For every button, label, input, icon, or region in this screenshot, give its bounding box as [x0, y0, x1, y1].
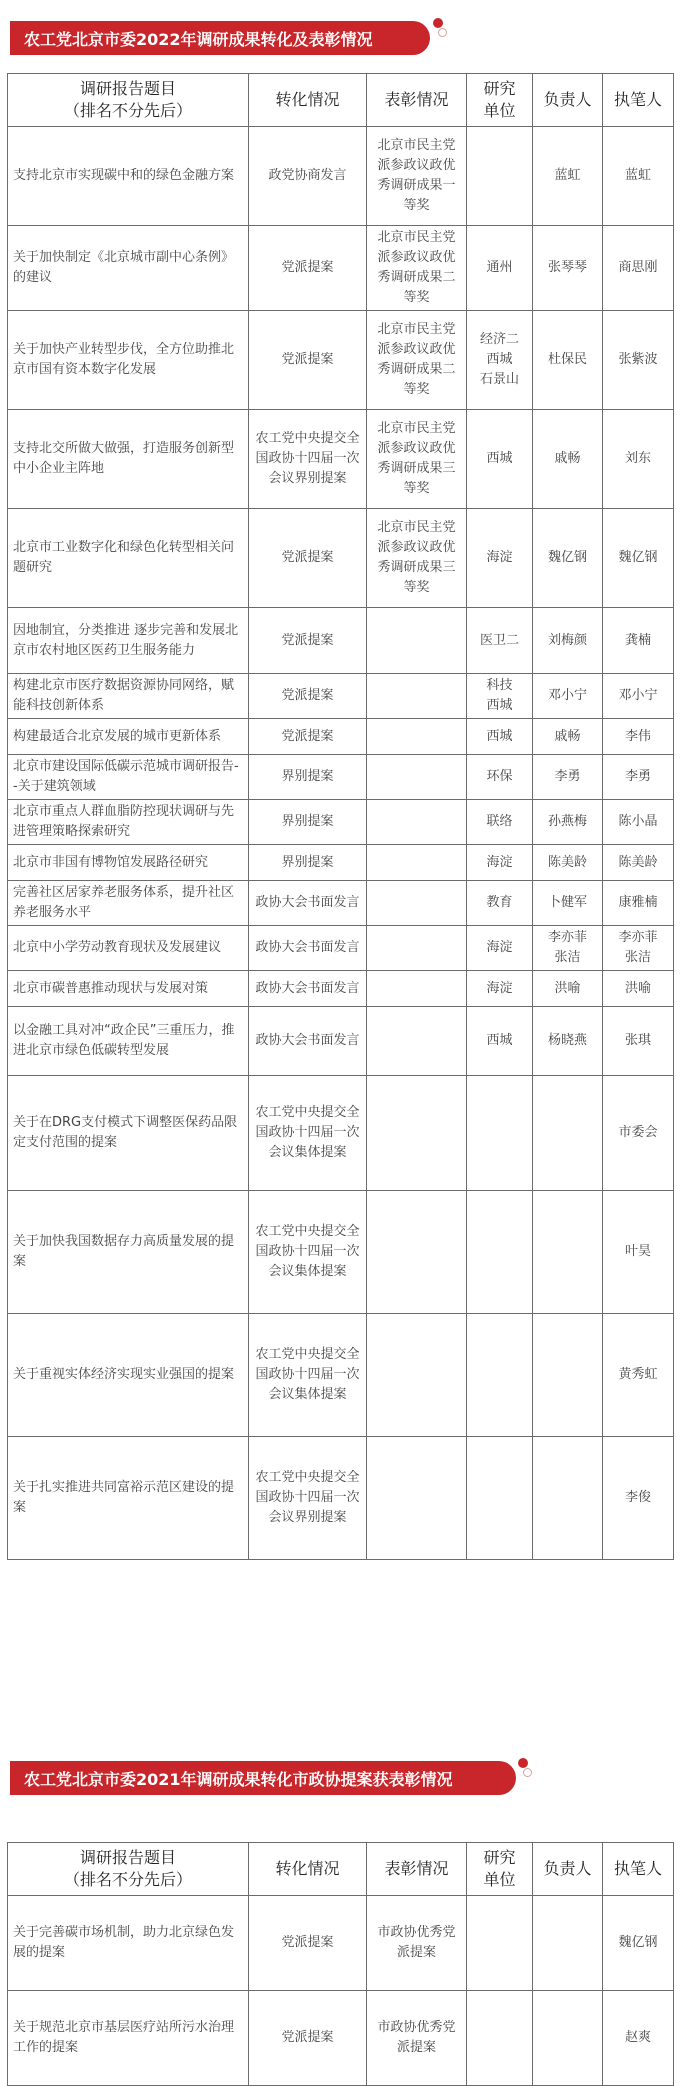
cell-text: 农工党中央提交全国政协十四届一次会议集体提案	[255, 1347, 360, 1402]
table-row	[8, 410, 674, 509]
cell-text: 魏亿钢	[618, 550, 658, 565]
report-title-cell	[8, 845, 249, 881]
table-row	[8, 509, 674, 608]
cell-text: 通州	[486, 260, 513, 275]
table-row	[8, 845, 674, 881]
cell-text: 蓝虹	[624, 168, 651, 183]
unit-cell	[467, 509, 533, 608]
column-header	[467, 74, 533, 127]
award-cell	[367, 226, 467, 311]
cell-text: 魏亿钢	[547, 550, 587, 565]
writer-cell	[603, 1314, 674, 1437]
leader-cell	[533, 1991, 603, 2086]
report-title-cell	[8, 800, 249, 845]
cell-text: 市委会	[618, 1125, 658, 1140]
cell-text: 关于加快产业转型步伐，全方位助推北京市国有资本数字化发展	[13, 342, 235, 377]
table-header-row	[8, 1843, 674, 1896]
report-title-cell	[8, 608, 249, 674]
conversion-cell	[249, 1007, 367, 1076]
table-row	[8, 971, 674, 1007]
cell-text: 界别提案	[281, 854, 334, 870]
column-header	[8, 1843, 249, 1896]
cell-text: 党派提案	[281, 352, 334, 367]
unit-cell	[467, 1007, 533, 1076]
section1-banner	[10, 18, 442, 58]
cell-text: 西城	[486, 352, 513, 367]
report-title-cell	[8, 1991, 249, 2086]
cell-text: 联络	[486, 814, 513, 829]
award-cell	[367, 608, 467, 674]
leader-cell	[533, 410, 603, 509]
section1-title-bar	[10, 21, 430, 55]
cell-text: 政协大会书面发言	[255, 1033, 360, 1048]
cell-text: 支持北京市实现碳中和的绿色金融方案	[13, 168, 235, 183]
cell-text: 北京市民主党派参政议政优秀调研成果三等奖	[377, 520, 456, 595]
leader-cell	[533, 1007, 603, 1076]
banner-dot	[518, 1758, 528, 1768]
award-cell	[367, 926, 467, 971]
cell-text: 陈美龄	[547, 854, 587, 870]
cell-text: 商思刚	[618, 260, 658, 275]
conversion-cell	[249, 755, 367, 800]
conversion-cell	[249, 410, 367, 509]
cell-text: 黄秀虹	[618, 1367, 658, 1382]
cell-text: 政党协商发言	[268, 168, 347, 183]
cell-text: 党派提案	[281, 550, 334, 565]
unit-cell	[467, 410, 533, 509]
cell-text: 党派提案	[281, 632, 334, 648]
cell-text: 市政协优秀党派提案	[377, 1925, 456, 1960]
cell-text: 市政协优秀党派提案	[377, 2020, 456, 2055]
conversion-cell	[249, 674, 367, 719]
table-row	[8, 608, 674, 674]
cell-text: 洪喻	[624, 980, 651, 996]
cell-text: 农工党中央提交全国政协十四届一次会议界别提案	[255, 431, 360, 486]
report-title-cell	[8, 1896, 249, 1991]
cell-text: 邓小宁	[547, 688, 587, 703]
writer-cell	[603, 1007, 674, 1076]
cell-text: 政协大会书面发言	[255, 940, 360, 955]
column-header	[367, 1843, 467, 1896]
writer-cell	[603, 509, 674, 608]
cell-text: 完善社区居家养老服务体系，提升社区养老服务水平	[13, 885, 235, 920]
writer-cell	[603, 226, 674, 311]
cell-text: 负责人	[543, 90, 592, 109]
cell-text: 关于加快制定《北京城市副中心条例》的建议	[13, 250, 235, 285]
section2-table	[7, 1842, 674, 2086]
cell-text: 李勇	[554, 769, 581, 784]
cell-text: 海淀	[486, 550, 513, 565]
conversion-cell	[249, 845, 367, 881]
cell-text: 执笔人	[613, 1859, 662, 1878]
table-row	[8, 800, 674, 845]
report-title-cell	[8, 1314, 249, 1437]
cell-text: 农工党中央提交全国政协十四届一次会议集体提案	[255, 1224, 360, 1279]
unit-cell	[467, 608, 533, 674]
leader-cell	[533, 719, 603, 755]
unit-cell	[467, 1314, 533, 1437]
report-title-cell	[8, 926, 249, 971]
cell-text: （排名不分先后）	[63, 1870, 192, 1889]
cell-text: 支持北交所做大做强，打造服务创新型中小企业主阵地	[13, 441, 235, 476]
award-cell	[367, 674, 467, 719]
section2-banner	[10, 1758, 530, 1798]
writer-cell	[603, 755, 674, 800]
conversion-cell	[249, 926, 367, 971]
writer-cell	[603, 800, 674, 845]
banner-dot	[433, 18, 443, 28]
conversion-cell	[249, 1896, 367, 1991]
cell-text: 李亦菲	[547, 930, 587, 945]
cell-text: 单位	[483, 1870, 516, 1889]
leader-cell	[533, 971, 603, 1007]
award-cell	[367, 1896, 467, 1991]
cell-text: 戚畅	[554, 728, 581, 744]
cell-text: 关于扎实推进共同富裕示范区建设的提案	[13, 1480, 235, 1515]
cell-text: 北京市工业数字化和绿色化转型相关问题研究	[13, 540, 235, 575]
report-title-cell	[8, 755, 249, 800]
award-cell	[367, 845, 467, 881]
cell-text: 研究	[483, 1848, 516, 1867]
table-row	[8, 881, 674, 926]
conversion-cell	[249, 311, 367, 410]
cell-text: 环保	[486, 769, 513, 784]
leader-cell	[533, 674, 603, 719]
cell-text: 关于加快我国数据存力高质量发展的提案	[13, 1234, 235, 1269]
award-cell	[367, 1007, 467, 1076]
cell-text: 表彰情况	[384, 1859, 449, 1878]
column-header	[603, 1843, 674, 1896]
cell-text: 西城	[486, 1033, 513, 1048]
unit-cell	[467, 881, 533, 926]
cell-text: 教育	[486, 895, 513, 910]
award-cell	[367, 127, 467, 226]
cell-text: 李俊	[624, 1490, 651, 1505]
cell-text: 海淀	[486, 854, 513, 870]
section1-table	[7, 73, 674, 1560]
cell-text: 界别提案	[281, 814, 334, 829]
cell-text: 西城	[486, 451, 513, 466]
leader-cell	[533, 1191, 603, 1314]
leader-cell	[533, 1437, 603, 1560]
cell-text: 党派提案	[281, 2030, 334, 2045]
award-cell	[367, 800, 467, 845]
report-title-cell	[8, 674, 249, 719]
unit-cell	[467, 1437, 533, 1560]
table-row	[8, 674, 674, 719]
conversion-cell	[249, 1191, 367, 1314]
report-title-cell	[8, 311, 249, 410]
cell-text: 调研报告题目	[79, 1848, 176, 1867]
leader-cell	[533, 127, 603, 226]
cell-text: 关于规范北京市基层医疗站所污水治理工作的提案	[13, 2020, 235, 2055]
table-row	[8, 226, 674, 311]
report-title-cell	[8, 1437, 249, 1560]
cell-text: 关于在DRG支付模式下调整医保药品限定支付范围的提案	[13, 1115, 238, 1150]
cell-text: 北京市民主党派参政议政优秀调研成果一等奖	[377, 138, 456, 213]
cell-text: 单位	[483, 101, 516, 120]
cell-text: 刘梅颜	[547, 632, 587, 648]
award-cell	[367, 1314, 467, 1437]
table-row	[8, 719, 674, 755]
cell-text: 杜保民	[547, 352, 587, 367]
writer-cell	[603, 1896, 674, 1991]
column-header	[8, 74, 249, 127]
award-cell	[367, 971, 467, 1007]
cell-text: 北京市民主党派参政议政优秀调研成果二等奖	[377, 230, 456, 305]
unit-cell	[467, 127, 533, 226]
unit-cell	[467, 971, 533, 1007]
writer-cell	[603, 608, 674, 674]
cell-text: 界别提案	[281, 769, 334, 784]
cell-text: 经济二	[479, 332, 519, 347]
column-header	[467, 1843, 533, 1896]
cell-text: 党派提案	[281, 260, 334, 275]
cell-text: 党派提案	[281, 688, 334, 703]
award-cell	[367, 881, 467, 926]
cell-text: 赵爽	[624, 2030, 651, 2045]
cell-text: 孙燕梅	[547, 814, 587, 829]
table-row	[8, 1991, 674, 2086]
conversion-cell	[249, 971, 367, 1007]
cell-text: 北京市碳普惠推动现状与发展对策	[13, 980, 209, 996]
award-cell	[367, 410, 467, 509]
table-row	[8, 1076, 674, 1191]
cell-text: 北京市重点人群血脂防控现状调研与先进管理策略探索研究	[13, 804, 235, 839]
section2-title-bar	[10, 1761, 516, 1795]
section2-title: 农工党北京市委2021年调研成果转化市政协提案获表彰情况	[24, 1769, 453, 1789]
column-header	[249, 74, 367, 127]
conversion-cell	[249, 1076, 367, 1191]
writer-cell	[603, 926, 674, 971]
cell-text: 陈小晶	[618, 814, 658, 829]
unit-cell	[467, 1991, 533, 2086]
writer-cell	[603, 674, 674, 719]
writer-cell	[603, 719, 674, 755]
conversion-cell	[249, 719, 367, 755]
leader-cell	[533, 1076, 603, 1191]
report-title-cell	[8, 509, 249, 608]
table-row	[8, 127, 674, 226]
cell-text: 李勇	[624, 769, 651, 784]
cell-text: 张琪	[624, 1033, 651, 1048]
cell-text: 农工党中央提交全国政协十四届一次会议集体提案	[255, 1105, 360, 1160]
cell-text: 蓝虹	[554, 168, 581, 183]
cell-text: 转化情况	[275, 1859, 340, 1878]
report-title-cell	[8, 1076, 249, 1191]
writer-cell	[603, 881, 674, 926]
writer-cell	[603, 127, 674, 226]
table-row	[8, 1007, 674, 1076]
unit-cell	[467, 311, 533, 410]
table-row	[8, 926, 674, 971]
cell-text: 北京市建设国际低碳示范城市调研报告--关于建筑领域	[13, 759, 239, 794]
section2-table-body	[8, 1843, 674, 2086]
cell-text: 表彰情况	[384, 90, 449, 109]
leader-cell	[533, 226, 603, 311]
report-title-cell	[8, 971, 249, 1007]
award-cell	[367, 509, 467, 608]
conversion-cell	[249, 881, 367, 926]
conversion-cell	[249, 509, 367, 608]
conversion-cell	[249, 1314, 367, 1437]
unit-cell	[467, 1191, 533, 1314]
cell-text: 转化情况	[275, 90, 340, 109]
leader-cell	[533, 926, 603, 971]
banner-ring	[438, 28, 447, 37]
cell-text: 张紫波	[618, 352, 658, 367]
cell-text: 执笔人	[613, 90, 662, 109]
cell-text: 洪喻	[554, 980, 581, 996]
table-row	[8, 1896, 674, 1991]
cell-text: 关于完善碳市场机制，助力北京绿色发展的提案	[13, 1925, 235, 1960]
unit-cell	[467, 719, 533, 755]
cell-text: 构建北京市医疗数据资源协同网络，赋能科技创新体系	[13, 678, 235, 713]
cell-text: 以金融工具对冲“政企民”三重压力，推进北京市绿色低碳转型发展	[13, 1023, 235, 1058]
leader-cell	[533, 1896, 603, 1991]
report-title-cell	[8, 1191, 249, 1314]
cell-text: 魏亿钢	[618, 1935, 658, 1950]
unit-cell	[467, 226, 533, 311]
conversion-cell	[249, 127, 367, 226]
table-row	[8, 755, 674, 800]
unit-cell	[467, 845, 533, 881]
award-cell	[367, 1191, 467, 1314]
writer-cell	[603, 1076, 674, 1191]
cell-text: 关于重视实体经济实现实业强国的提案	[13, 1367, 235, 1382]
report-title-cell	[8, 719, 249, 755]
cell-text: 构建最适合北京发展的城市更新体系	[13, 728, 222, 744]
cell-text: 张洁	[554, 950, 581, 965]
cell-text: 石景山	[479, 372, 519, 387]
cell-text: 研究	[483, 79, 516, 98]
award-cell	[367, 1437, 467, 1560]
conversion-cell	[249, 800, 367, 845]
cell-text: 邓小宁	[618, 688, 658, 703]
leader-cell	[533, 608, 603, 674]
leader-cell	[533, 881, 603, 926]
cell-text: 海淀	[486, 940, 513, 955]
conversion-cell	[249, 1437, 367, 1560]
leader-cell	[533, 311, 603, 410]
unit-cell	[467, 755, 533, 800]
cell-text: 北京市民主党派参政议政优秀调研成果二等奖	[377, 322, 456, 397]
conversion-cell	[249, 1991, 367, 2086]
cell-text: 张琴琴	[547, 260, 587, 275]
cell-text: 李亦菲	[618, 930, 658, 945]
leader-cell	[533, 755, 603, 800]
table-header-row	[8, 74, 674, 127]
column-header	[367, 74, 467, 127]
column-header	[249, 1843, 367, 1896]
conversion-cell	[249, 226, 367, 311]
table-row	[8, 1314, 674, 1437]
writer-cell	[603, 1991, 674, 2086]
unit-cell	[467, 800, 533, 845]
conversion-cell	[249, 608, 367, 674]
cell-text: 陈美龄	[618, 854, 658, 870]
section1-title: 农工党北京市委2022年调研成果转化及表彰情况	[24, 29, 373, 49]
writer-cell	[603, 410, 674, 509]
report-title-cell	[8, 410, 249, 509]
unit-cell	[467, 674, 533, 719]
leader-cell	[533, 1314, 603, 1437]
leader-cell	[533, 845, 603, 881]
cell-text: 政协大会书面发言	[255, 895, 360, 910]
cell-text: 北京中小学劳动教育现状及发展建议	[13, 940, 222, 955]
table-row	[8, 1437, 674, 1560]
table-row	[8, 1191, 674, 1314]
cell-text: 负责人	[543, 1859, 592, 1878]
cell-text: 西城	[486, 698, 513, 713]
banner-ring	[523, 1768, 532, 1777]
report-title-cell	[8, 1007, 249, 1076]
column-header	[603, 74, 674, 127]
unit-cell	[467, 1076, 533, 1191]
writer-cell	[603, 311, 674, 410]
cell-text: 医卫二	[479, 632, 519, 648]
award-cell	[367, 1076, 467, 1191]
leader-cell	[533, 800, 603, 845]
cell-text: 刘东	[624, 451, 651, 466]
award-cell	[367, 1991, 467, 2086]
cell-text: 龚楠	[624, 632, 651, 648]
award-cell	[367, 719, 467, 755]
cell-text: 调研报告题目	[79, 79, 176, 98]
section1-table-body	[8, 74, 674, 1560]
cell-text: 科技	[486, 678, 513, 693]
cell-text: 叶昊	[624, 1244, 651, 1259]
writer-cell	[603, 845, 674, 881]
column-header	[533, 74, 603, 127]
cell-text: 因地制宜，分类推进 逐步完善和发展北京市农村地区医药卫生服务能力	[13, 622, 239, 658]
award-cell	[367, 755, 467, 800]
cell-text: 海淀	[486, 980, 513, 996]
cell-text: 北京市非国有博物馆发展路径研究	[13, 854, 209, 870]
report-title-cell	[8, 226, 249, 311]
cell-text: （排名不分先后）	[63, 101, 192, 120]
cell-text: 张洁	[624, 950, 651, 965]
writer-cell	[603, 1191, 674, 1314]
unit-cell	[467, 926, 533, 971]
column-header	[533, 1843, 603, 1896]
cell-text: 党派提案	[281, 728, 334, 744]
cell-text: 李伟	[624, 728, 651, 744]
report-title-cell	[8, 881, 249, 926]
cell-text: 戚畅	[554, 451, 581, 466]
report-title-cell	[8, 127, 249, 226]
award-cell	[367, 311, 467, 410]
writer-cell	[603, 971, 674, 1007]
cell-text: 杨晓燕	[547, 1033, 587, 1048]
table-row	[8, 311, 674, 410]
cell-text: 西城	[486, 728, 513, 744]
cell-text: 北京市民主党派参政议政优秀调研成果三等奖	[377, 421, 456, 496]
cell-text: 康雅楠	[618, 895, 658, 910]
cell-text: 党派提案	[281, 1935, 334, 1950]
writer-cell	[603, 1437, 674, 1560]
cell-text: 卜健军	[547, 895, 587, 910]
leader-cell	[533, 509, 603, 608]
cell-text: 政协大会书面发言	[255, 980, 360, 996]
cell-text: 农工党中央提交全国政协十四届一次会议界别提案	[255, 1470, 360, 1525]
unit-cell	[467, 1896, 533, 1991]
